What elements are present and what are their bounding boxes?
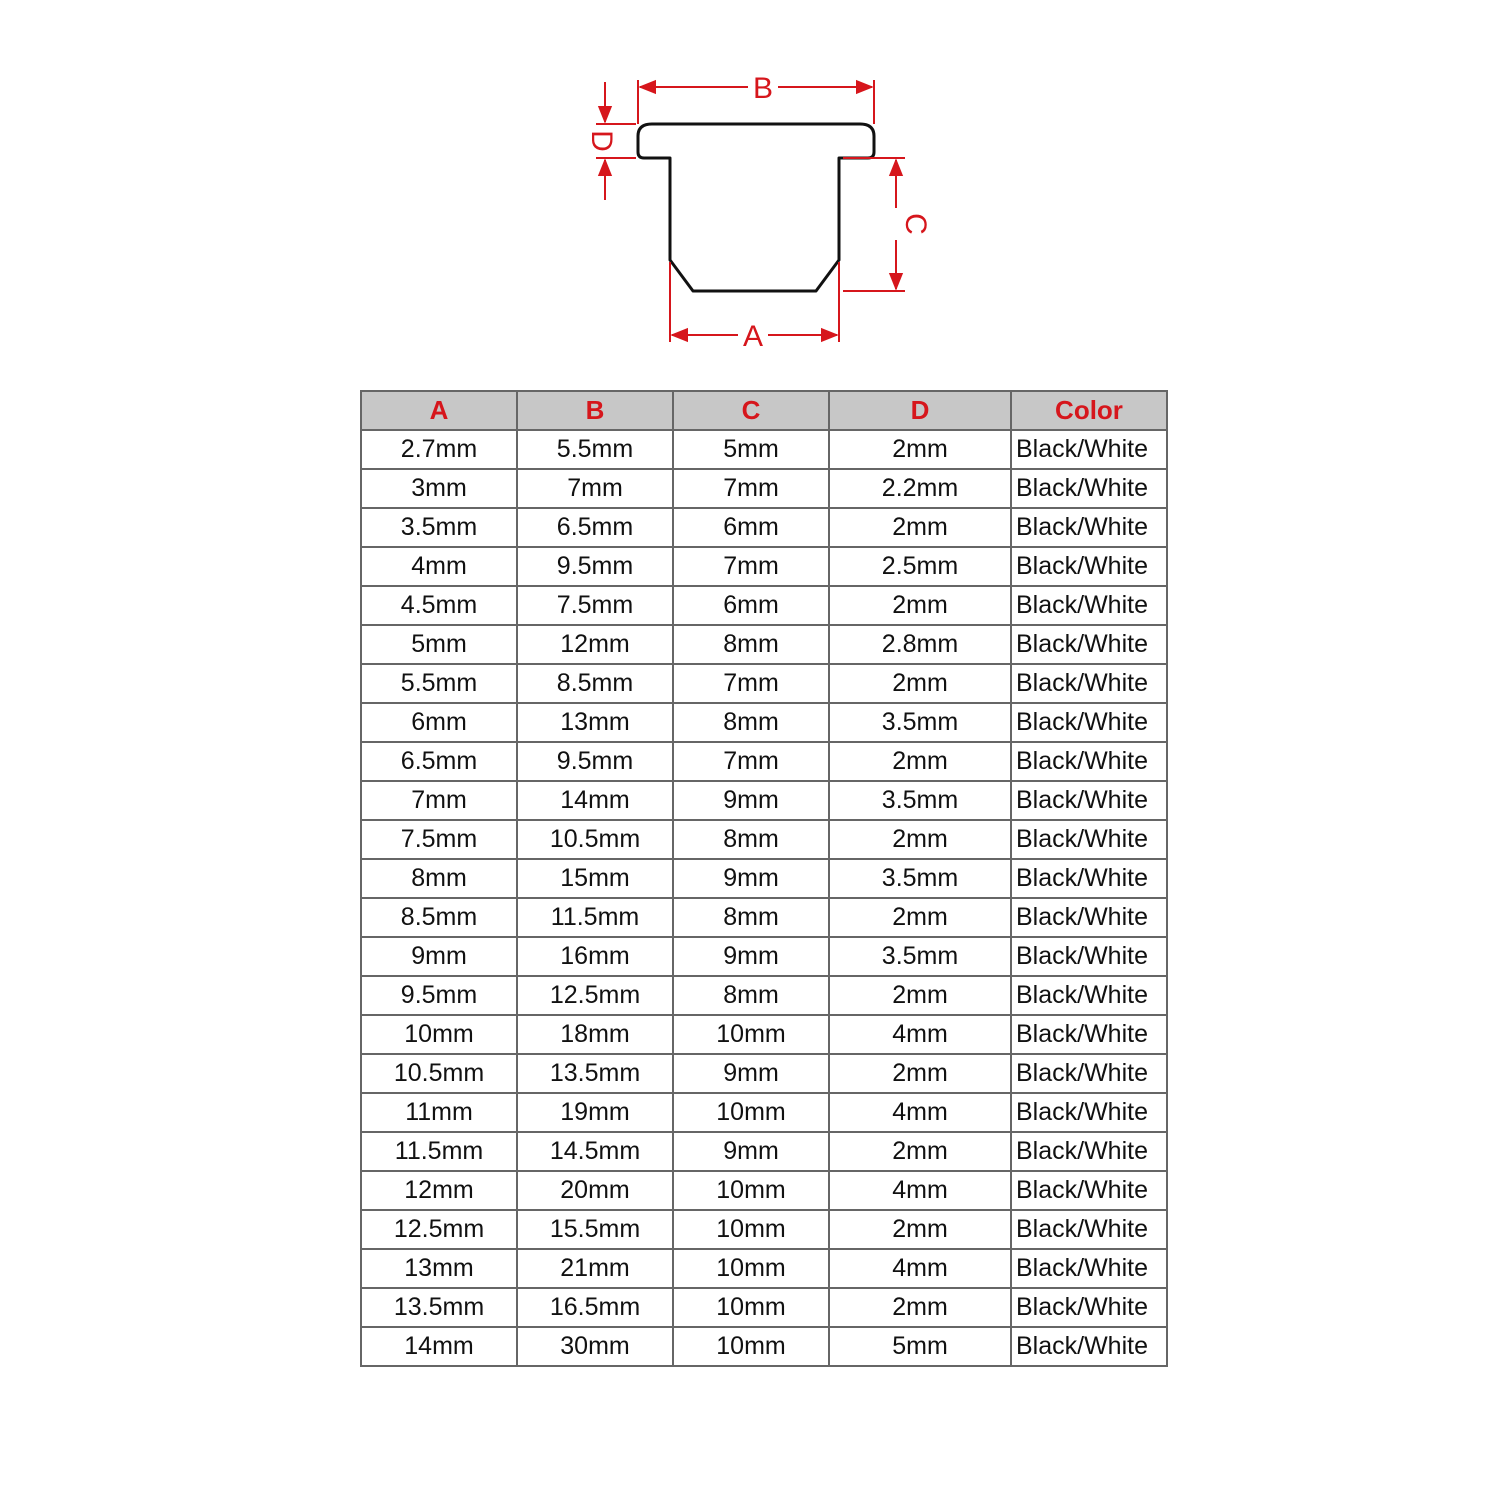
- cell-color: Black/White: [1011, 820, 1167, 859]
- cell-a: 5mm: [361, 625, 517, 664]
- table-row: [361, 859, 1167, 898]
- cell-color: Black/White: [1011, 1132, 1167, 1171]
- cell-a: 9mm: [361, 937, 517, 976]
- cell-c: 10mm: [673, 1288, 829, 1327]
- cell-d: 2mm: [829, 742, 1011, 781]
- cell-d: 2mm: [829, 976, 1011, 1015]
- cell-color: Black/White: [1011, 781, 1167, 820]
- cell-d: 2mm: [829, 1210, 1011, 1249]
- cell-a: 9.5mm: [361, 976, 517, 1015]
- cell-d: 3.5mm: [829, 781, 1011, 820]
- table-row: [361, 898, 1167, 937]
- cell-c: 8mm: [673, 976, 829, 1015]
- cell-d: 2mm: [829, 508, 1011, 547]
- cell-d: 2mm: [829, 430, 1011, 469]
- table-row: [361, 1171, 1167, 1210]
- table-row: [361, 937, 1167, 976]
- cell-a: 2.7mm: [361, 430, 517, 469]
- cell-d: 2mm: [829, 898, 1011, 937]
- cell-a: 10.5mm: [361, 1054, 517, 1093]
- cell-a: 3mm: [361, 469, 517, 508]
- cell-color: Black/White: [1011, 898, 1167, 937]
- table-row: [361, 469, 1167, 508]
- size-spec-table: [360, 390, 1168, 1367]
- cell-color: Black/White: [1011, 664, 1167, 703]
- cell-color: Black/White: [1011, 1015, 1167, 1054]
- cell-a: 4mm: [361, 547, 517, 586]
- cell-d: 3.5mm: [829, 703, 1011, 742]
- cell-d: 2mm: [829, 586, 1011, 625]
- cell-b: 20mm: [517, 1171, 673, 1210]
- cell-c: 8mm: [673, 625, 829, 664]
- cell-a: 14mm: [361, 1327, 517, 1366]
- cell-b: 13mm: [517, 703, 673, 742]
- cell-b: 10.5mm: [517, 820, 673, 859]
- cell-c: 10mm: [673, 1327, 829, 1366]
- header-d: D: [829, 391, 1011, 430]
- dimension-c: [843, 158, 905, 291]
- dimension-c-label: C: [899, 213, 932, 235]
- cell-a: 4.5mm: [361, 586, 517, 625]
- table-body: [361, 430, 1167, 1366]
- cell-b: 11.5mm: [517, 898, 673, 937]
- cell-color: Black/White: [1011, 1210, 1167, 1249]
- cell-c: 7mm: [673, 547, 829, 586]
- cell-b: 9.5mm: [517, 742, 673, 781]
- cell-c: 8mm: [673, 898, 829, 937]
- cell-d: 2.5mm: [829, 547, 1011, 586]
- cell-a: 13mm: [361, 1249, 517, 1288]
- cell-d: 2mm: [829, 664, 1011, 703]
- cell-color: Black/White: [1011, 625, 1167, 664]
- cell-c: 5mm: [673, 430, 829, 469]
- table-row: [361, 1015, 1167, 1054]
- table-row: [361, 1132, 1167, 1171]
- cell-d: 2mm: [829, 1054, 1011, 1093]
- cell-b: 16mm: [517, 937, 673, 976]
- dimension-b-label: B: [752, 72, 774, 105]
- cell-b: 30mm: [517, 1327, 673, 1366]
- cell-c: 6mm: [673, 586, 829, 625]
- cell-c: 9mm: [673, 781, 829, 820]
- cell-a: 8.5mm: [361, 898, 517, 937]
- cell-a: 11.5mm: [361, 1132, 517, 1171]
- cell-color: Black/White: [1011, 508, 1167, 547]
- cell-color: Black/White: [1011, 1288, 1167, 1327]
- cell-c: 10mm: [673, 1210, 829, 1249]
- cell-b: 12mm: [517, 625, 673, 664]
- cell-c: 9mm: [673, 937, 829, 976]
- cell-color: Black/White: [1011, 469, 1167, 508]
- cell-b: 14mm: [517, 781, 673, 820]
- cell-d: 3.5mm: [829, 859, 1011, 898]
- cell-d: 5mm: [829, 1327, 1011, 1366]
- cell-c: 9mm: [673, 859, 829, 898]
- cell-color: Black/White: [1011, 1093, 1167, 1132]
- cell-d: 2.8mm: [829, 625, 1011, 664]
- cell-c: 10mm: [673, 1015, 829, 1054]
- cell-color: Black/White: [1011, 1249, 1167, 1288]
- cell-d: 2.2mm: [829, 469, 1011, 508]
- cell-b: 9.5mm: [517, 547, 673, 586]
- cell-a: 10mm: [361, 1015, 517, 1054]
- cell-a: 12.5mm: [361, 1210, 517, 1249]
- table-row: [361, 547, 1167, 586]
- header-color: Color: [1011, 391, 1167, 430]
- cell-c: 9mm: [673, 1132, 829, 1171]
- table-row: [361, 703, 1167, 742]
- cell-a: 6.5mm: [361, 742, 517, 781]
- table-row: [361, 625, 1167, 664]
- cell-color: Black/White: [1011, 430, 1167, 469]
- cell-b: 12.5mm: [517, 976, 673, 1015]
- table-row: [361, 781, 1167, 820]
- cell-b: 5.5mm: [517, 430, 673, 469]
- table-row: [361, 508, 1167, 547]
- cell-a: 12mm: [361, 1171, 517, 1210]
- cell-color: Black/White: [1011, 937, 1167, 976]
- cell-b: 13.5mm: [517, 1054, 673, 1093]
- cell-a: 13.5mm: [361, 1288, 517, 1327]
- cell-a: 8mm: [361, 859, 517, 898]
- header-a: A: [361, 391, 517, 430]
- cell-c: 7mm: [673, 664, 829, 703]
- header-c: C: [673, 391, 829, 430]
- cell-d: 2mm: [829, 820, 1011, 859]
- table-row: [361, 1249, 1167, 1288]
- cell-b: 14.5mm: [517, 1132, 673, 1171]
- cell-b: 7.5mm: [517, 586, 673, 625]
- cell-a: 5.5mm: [361, 664, 517, 703]
- cell-d: 4mm: [829, 1093, 1011, 1132]
- dimension-d-label: D: [585, 130, 618, 152]
- cell-b: 15mm: [517, 859, 673, 898]
- header-b: B: [517, 391, 673, 430]
- cell-c: 9mm: [673, 1054, 829, 1093]
- cell-b: 8.5mm: [517, 664, 673, 703]
- cell-d: 4mm: [829, 1249, 1011, 1288]
- cell-a: 6mm: [361, 703, 517, 742]
- table-row: [361, 976, 1167, 1015]
- cell-d: 4mm: [829, 1015, 1011, 1054]
- cell-b: 6.5mm: [517, 508, 673, 547]
- cell-a: 7mm: [361, 781, 517, 820]
- cell-color: Black/White: [1011, 1171, 1167, 1210]
- table-row: [361, 1288, 1167, 1327]
- cell-b: 21mm: [517, 1249, 673, 1288]
- cell-c: 8mm: [673, 820, 829, 859]
- cell-d: 3.5mm: [829, 937, 1011, 976]
- table-row: [361, 1093, 1167, 1132]
- cell-c: 10mm: [673, 1093, 829, 1132]
- cell-a: 3.5mm: [361, 508, 517, 547]
- table-row: [361, 586, 1167, 625]
- table-row: [361, 742, 1167, 781]
- cell-color: Black/White: [1011, 859, 1167, 898]
- cell-color: Black/White: [1011, 1054, 1167, 1093]
- cell-color: Black/White: [1011, 703, 1167, 742]
- cell-color: Black/White: [1011, 976, 1167, 1015]
- grommet-dimension-diagram: [0, 0, 1500, 380]
- table-header-row: [361, 391, 1167, 430]
- cell-b: 19mm: [517, 1093, 673, 1132]
- cell-b: 18mm: [517, 1015, 673, 1054]
- cell-c: 8mm: [673, 703, 829, 742]
- table-row: [361, 1210, 1167, 1249]
- cell-b: 16.5mm: [517, 1288, 673, 1327]
- cell-color: Black/White: [1011, 547, 1167, 586]
- cell-a: 7.5mm: [361, 820, 517, 859]
- cell-c: 10mm: [673, 1171, 829, 1210]
- cell-a: 11mm: [361, 1093, 517, 1132]
- cell-c: 10mm: [673, 1249, 829, 1288]
- cell-color: Black/White: [1011, 742, 1167, 781]
- table-row: [361, 1054, 1167, 1093]
- cell-b: 7mm: [517, 469, 673, 508]
- cell-d: 2mm: [829, 1288, 1011, 1327]
- cell-c: 7mm: [673, 742, 829, 781]
- cell-d: 4mm: [829, 1171, 1011, 1210]
- table-row: [361, 430, 1167, 469]
- cell-color: Black/White: [1011, 586, 1167, 625]
- table-row: [361, 664, 1167, 703]
- cell-c: 7mm: [673, 469, 829, 508]
- table-row: [361, 820, 1167, 859]
- cell-d: 2mm: [829, 1132, 1011, 1171]
- cell-color: Black/White: [1011, 1327, 1167, 1366]
- table-row: [361, 1327, 1167, 1366]
- cell-c: 6mm: [673, 508, 829, 547]
- cell-b: 15.5mm: [517, 1210, 673, 1249]
- dimension-a-label: A: [742, 320, 764, 353]
